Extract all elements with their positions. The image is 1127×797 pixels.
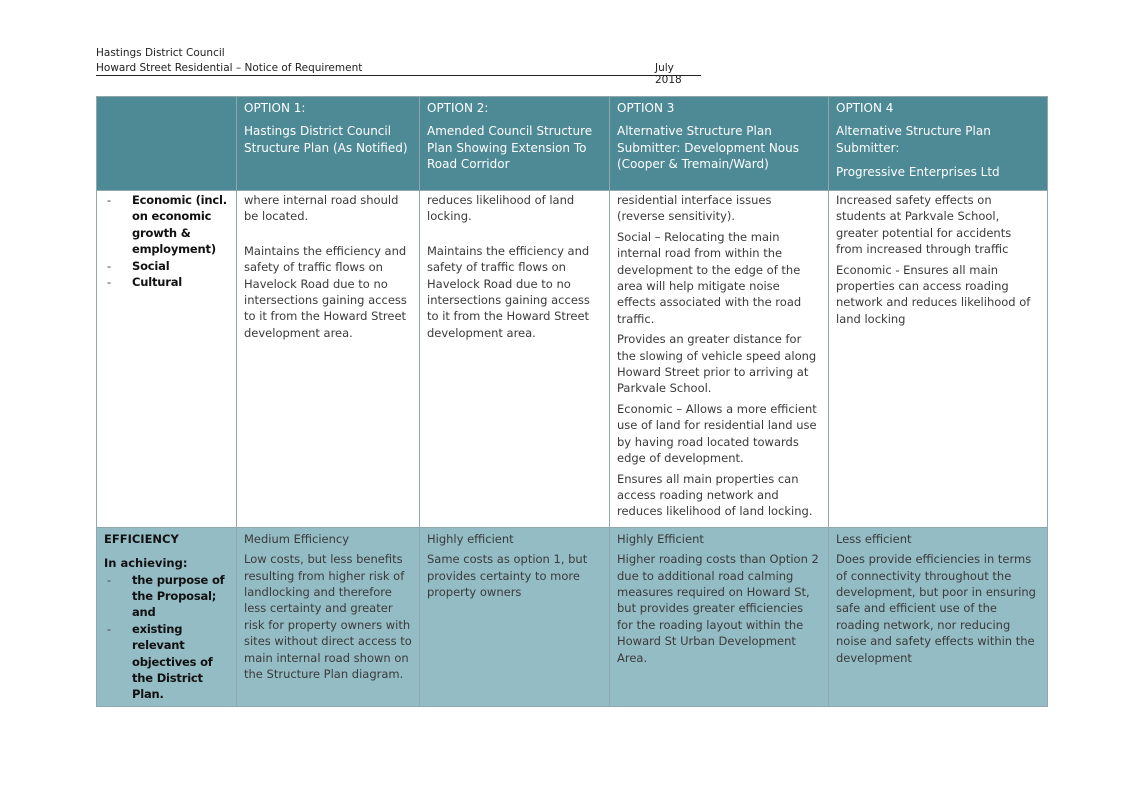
efficiency-heading: EFFICIENCY <box>104 531 179 546</box>
option-1-efficiency-cell <box>237 527 420 706</box>
option-4-rating: Less efficient <box>836 531 912 546</box>
option-3-label: OPTION 3 <box>617 101 675 115</box>
option-4-effects-text: Economic - Ensures all main properties can access roading network and reduces likelihood of land locking <box>836 262 1031 326</box>
efficiency-criteria-item: - the purpose of the Proposal; and <box>104 572 229 621</box>
option-3-title: Alternative Structure Plan Submitter: Development Nous (Cooper & Tremain/Ward) <box>617 124 800 172</box>
option-3-efficiency-cell <box>610 527 829 706</box>
option-1-effects-cell <box>237 191 420 528</box>
option-3-effects-text: residential interface issues (reverse sensitivity). <box>617 193 772 224</box>
criteria-cell-effects <box>97 191 237 528</box>
option-4-effects-cell <box>829 191 1048 528</box>
header-cell-criteria <box>97 97 237 191</box>
option-4-efficiency-cell <box>829 527 1048 706</box>
header-doc-line <box>96 62 701 86</box>
options-table <box>96 96 1048 707</box>
header-cell-option-4 <box>829 97 1048 191</box>
option-4-label: OPTION 4 <box>836 101 894 115</box>
option-1-title: Hastings District Council Structure Plan (As Notified) <box>244 124 408 155</box>
criteria-item-economic: - Economic (incl. on economic growth & employment) <box>104 192 229 258</box>
option-3-efficiency-text: Higher roading costs than Option 2 due to additional road calming measures required on Howard St, but provides greater efficiencies for the roading layout within the Howard St Urban Development Area. <box>617 552 819 665</box>
option-3-effects-text: Provides an greater distance for the slowing of vehicle speed along Howard Street prior to arriving at Parkvale School. <box>617 332 817 396</box>
option-1-effects-text: Maintains the efficiency and safety of traffic flows on Havelock Road due to no intersections gaining access to it from the Howard Street development area. <box>244 243 407 340</box>
table-row-efficiency <box>97 527 1048 706</box>
table-row-effects <box>97 191 1048 528</box>
efficiency-lead: In achieving: <box>104 556 188 571</box>
option-2-title: Amended Council Structure Plan Showing Extension To Road Corridor <box>427 124 593 172</box>
header-cell-option-2 <box>420 97 610 191</box>
option-2-label: OPTION 2: <box>427 101 489 115</box>
efficiency-criteria-item: - existing relevant objectives of the District Plan. <box>104 621 229 703</box>
option-2-effects-text: reduces likelihood of land locking. <box>427 193 575 224</box>
criteria-item-cultural: - Cultural <box>104 274 229 290</box>
option-2-rating: Highly efficient <box>427 531 514 546</box>
option-2-effects-cell <box>420 191 610 528</box>
option-3-rating: Highly Efficient <box>617 531 704 546</box>
option-2-effects-text: Maintains the efficiency and safety of traffic flows on Havelock Road due to no intersections gaining access to it from the Howard Street development area. <box>427 243 590 340</box>
option-1-label: OPTION 1: <box>244 101 306 115</box>
header-cell-option-1 <box>237 97 420 191</box>
criteria-item-social: - Social <box>104 258 229 274</box>
header-date: July 2018 <box>655 62 682 86</box>
option-4-subtitle: Progressive Enterprises Ltd <box>836 165 1000 180</box>
option-3-effects-text: Ensures all main properties can access roading network and reduces likelihood of land locking. <box>617 471 813 519</box>
option-4-efficiency-text: Does provide efficiencies in terms of connectivity throughout the development, but poor in ensuring safe and efficient use of the roading network, nor reducing noise and safety effects within the development <box>836 552 1036 665</box>
option-2-efficiency-cell <box>420 527 610 706</box>
option-4-effects-text: Increased safety effects on students at Parkvale School, greater potential for accidents from increased through traffic <box>836 193 1012 257</box>
option-3-effects-cell <box>610 191 829 528</box>
option-4-title: Alternative Structure Plan Submitter: <box>836 124 991 155</box>
option-2-efficiency-text: Same costs as option 1, but provides certainty to more property owners <box>427 552 588 599</box>
criteria-cell-efficiency <box>97 527 237 706</box>
table-header-row <box>97 97 1048 191</box>
option-3-effects-text: Economic – Allows a more efficient use of land for residential land use by having road located towards edge of development. <box>617 401 817 466</box>
header-org: Hastings District Council <box>96 47 225 59</box>
header-cell-option-3 <box>610 97 829 191</box>
header-doc-title: Howard Street Residential – Notice of Requirement <box>96 62 363 74</box>
option-1-efficiency-text: Low costs, but less benefits resulting from higher risk of landlocking and therefore less certainty and greater risk for property owners with sites without direct access to main internal road shown on the Structure Plan diagram. <box>244 552 412 681</box>
option-1-rating: Medium Efficiency <box>244 531 350 546</box>
option-1-effects-text: where internal road should be located. <box>244 193 399 224</box>
option-3-effects-text: Social – Relocating the main internal road from within the development to the edge of the area will help mitigate noise effects associated with the road traffic. <box>617 229 802 326</box>
